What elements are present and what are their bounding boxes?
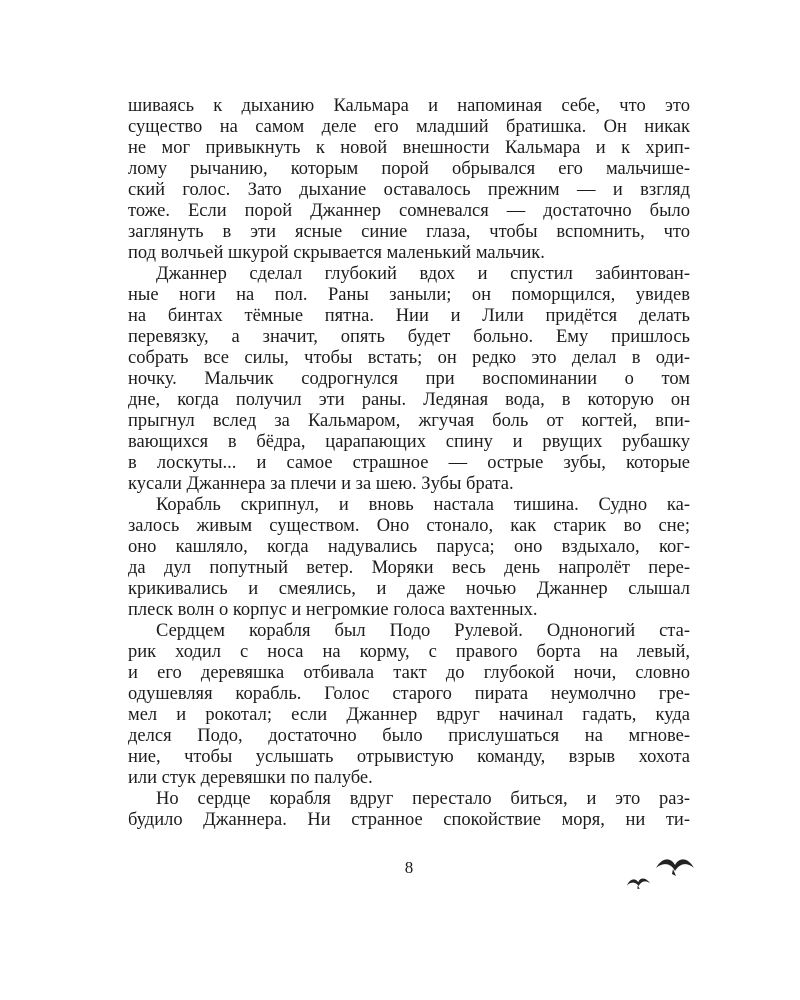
text-line: кусали Джаннера за плечи и за шею. Зубы брата. <box>128 474 514 494</box>
text-line: существо на самом деле его младший братишка. Он никак <box>128 117 690 137</box>
flying-bird-small-icon <box>626 878 650 891</box>
text-line: плеск волн о корпус и негромкие голоса вахтенных. <box>128 600 538 620</box>
text-line: в лоскуты... и самое страшное — острые зубы, которые <box>128 453 690 473</box>
text-line: тоже. Если порой Джаннер сомневался — достаточно было <box>128 201 690 221</box>
text-line: вающихся в бёдра, царапающих спину и рвущих рубашку <box>128 432 690 452</box>
text-line: лому рычанию, которым порой обрывался его мальчише- <box>128 159 690 179</box>
text-line: прыгнул вслед за Кальмаром, жгучая боль от когтей, впи- <box>128 411 690 431</box>
text-line: дне, когда получил эти раны. Ледяная вода, в которую он <box>128 390 690 410</box>
text-line: ский голос. Зато дыхание оставалось прежним — и взгляд <box>128 180 690 200</box>
text-line: одушевляя корабль. Голос старого пирата неумолчно гре- <box>128 684 690 704</box>
text-line: шиваясь к дыханию Кальмара и напоминая себе, что это <box>128 96 690 116</box>
text-line: крикивались и смеялись, и даже ночью Джаннер слышал <box>128 579 690 599</box>
text-line: делся Подо, достаточно было прислушаться на мгнове- <box>128 726 690 746</box>
text-line: под волчьей шкурой скрывается маленький мальчик. <box>128 243 545 263</box>
text-line: на бинтах тёмные пятна. Нии и Лили придётся делать <box>128 306 690 326</box>
text-line: и его деревяшка отбивала такт до глубокой ночи, словно <box>128 663 690 683</box>
text-line: заглянуть в эти ясные синие глаза, чтобы вспомнить, что <box>128 222 690 242</box>
text-line: или стук деревяшки по палубе. <box>128 768 373 788</box>
text-line: собрать все силы, чтобы встать; он редко это делал в оди- <box>128 348 690 368</box>
text-line: рик ходил с носа на корму, с правого борта на левый, <box>128 642 690 662</box>
text-line: ночку. Мальчик содрогнулся при воспоминании о том <box>128 369 690 389</box>
text-line: Корабль скрипнул, и вновь настала тишина. Судно ка- <box>156 495 690 515</box>
flying-bird-large-icon <box>656 859 694 876</box>
text-line: не мог привыкнуть к новой внешности Кальмара и к хрип- <box>128 138 690 158</box>
text-line: мел и рокотал; если Джаннер вдруг начинал гадать, куда <box>128 705 690 725</box>
birds-illustration <box>618 854 698 902</box>
text-line: Джаннер сделал глубокий вдох и спустил забинтован- <box>156 264 690 284</box>
text-line: ние, чтобы услышать отрывистую команду, взрыв хохота <box>128 747 690 767</box>
text-line: Но сердце корабля вдруг перестало биться, и это раз- <box>156 789 690 809</box>
text-line: ные ноги на пол. Раны заныли; он поморщился, увидев <box>128 285 690 305</box>
text-line: будило Джаннера. Ни странное спокойствие моря, ни ти- <box>128 810 690 830</box>
text-line: залось живым существом. Оно стонало, как старик во сне; <box>128 516 690 536</box>
text-line: оно кашляло, когда надувались паруса; оно вздыхало, ког- <box>128 537 690 557</box>
page-number: 8 <box>404 858 414 877</box>
text-line: да дул попутный ветер. Моряки весь день напролёт пере- <box>128 558 690 578</box>
text-line: перевязку, а значит, опять будет больно. Ему пришлось <box>128 327 690 347</box>
text-line: Сердцем корабля был Подо Рулевой. Одноногий ста- <box>156 621 690 641</box>
text-block <box>128 96 690 831</box>
